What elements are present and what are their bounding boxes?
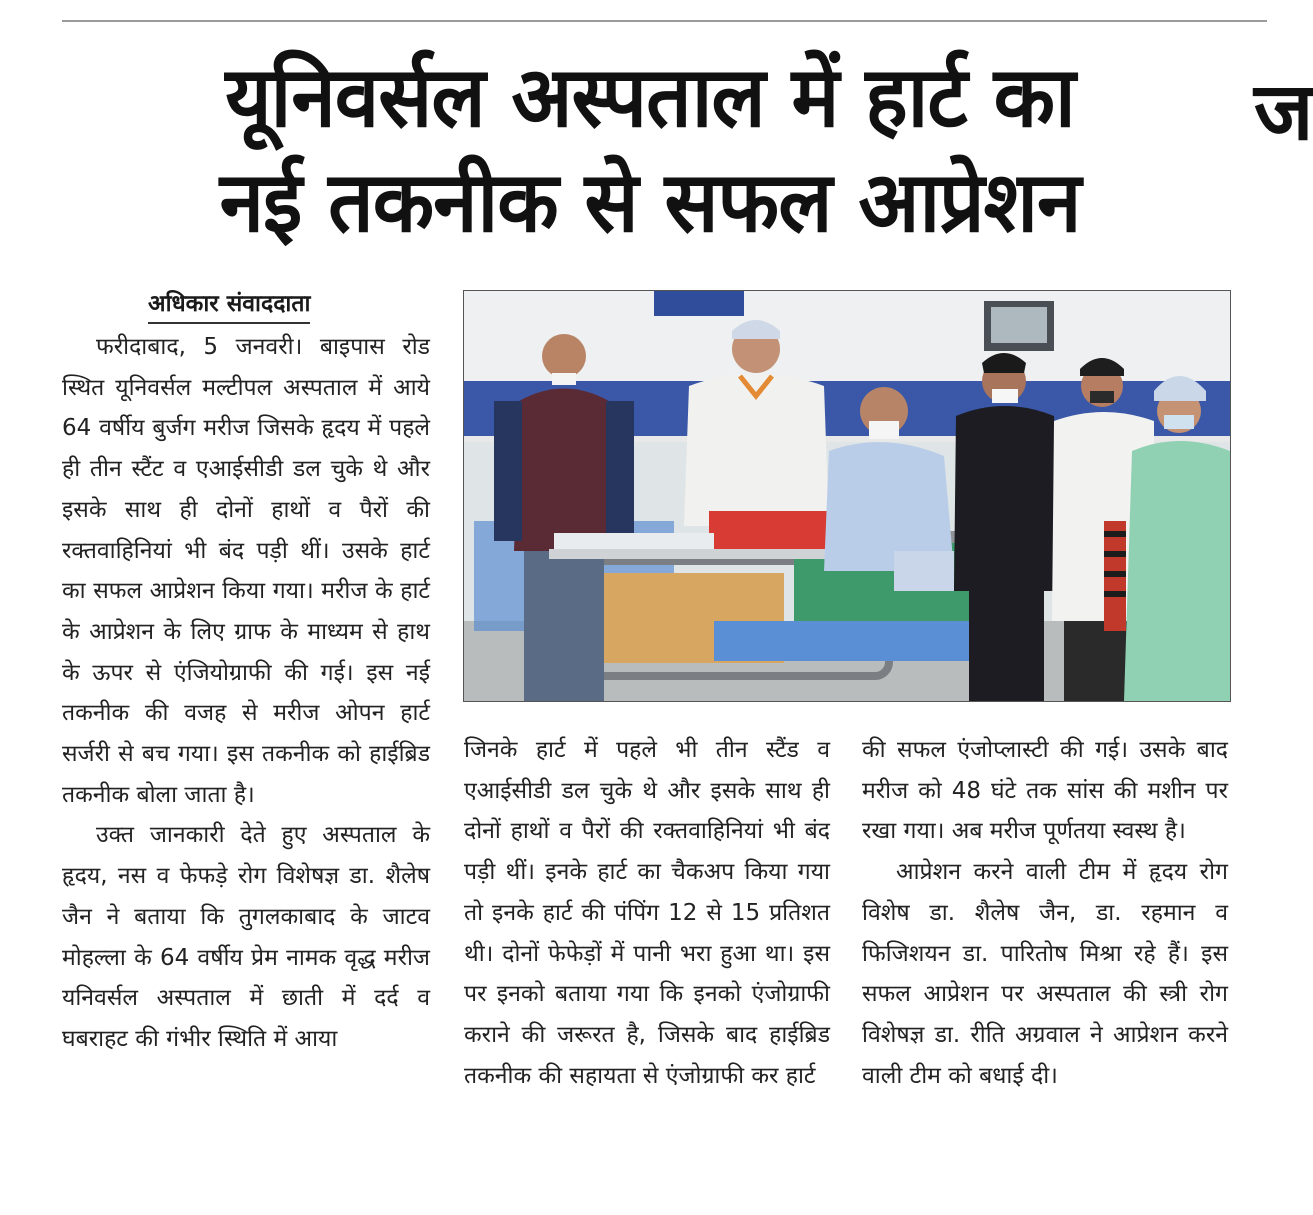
- article-column-middle: [464, 730, 830, 1096]
- article-column-left: [62, 327, 430, 1060]
- paragraph: की सफल एंजोप्लास्टी की गई। उसके बाद मरीज को 48 घंटे तक सांस की मशीन पर रखा गया। अब मरीज पूर्णतया स्वस्थ है।: [862, 737, 1228, 845]
- adjacent-headline-fragment: ज: [1254, 65, 1313, 158]
- headline-line-1: यूनिवर्सल अस्पताल में हार्ट का: [225, 48, 1075, 146]
- byline: अधिकार संवाददाता: [148, 288, 310, 324]
- top-rule: [62, 20, 1267, 22]
- article-column-right: [862, 730, 1228, 1096]
- paragraph: आप्रेशन करने वाली टीम में हृदय रोग विशेष डा. शैलेष जैन, डा. रहमान व फिजिशयन डा. पारितोष मिश्रा रहे हैं। इस सफल आप्रेशन पर अस्पताल की स्त्री रोग विशेषज्ञ डा. रीति अग्रवाल ने आप्रेशन करने वाली टीम को बधाई दी।: [862, 859, 1228, 1089]
- paragraph: उक्त जानकारी देते हुए अस्पताल के हृदय, नस व फेफड़े रोग विशेषज्ञ डा. शैलेष जैन ने बताया कि तुगलकाबाद के जाटव मोहल्ला के 64 वर्षीय प्रेम नामक वृद्ध मरीज यनिवर्सल अस्पताल में छाती में दर्द व घबराहट की गंभीर स्थिति में आया: [62, 822, 430, 1052]
- paragraph: जिनके हार्ट में पहले भी तीन स्टैंड व एआईसीडी डल चुके थे और इसके साथ ही दोनों हाथों व पैरों की रक्तवाहिनियां भी बंद पड़ी थीं। इनके हार्ट का चैकअप किया गया तो इनके हार्ट की पंपिंग 12 से 15 प्रतिशत थी। दोनों फेफेड़ों में पानी भरा हुआ था। इस पर इनको बताया गया कि इनको एंजोग्राफी कराने की जरूरत है, जिसके बाद हाईब्रिड तकनीक की सहायता से एंजोग्राफी कर हार्ट: [464, 737, 830, 1089]
- paragraph: फरीदाबाद, 5 जनवरी। बाइपास रोड स्थित यूनिवर्सल मल्टीपल अस्पताल में आये 64 वर्षीय बुर्जग मरीज जिसके हृदय में पहले ही तीन स्टैंट व एआईसीडी डल चुके थे और इसके साथ ही दोनों हाथों व पैरों की रक्तवाहिनियां भी बंद पड़ी थीं। उसके हार्ट का सफल आप्रेशन किया गया। मरीज के हार्ट के आप्रेशन के लिए ग्राफ के माध्यम से हाथ के ऊपर से एंजियोग्राफी की गई। इस नई तकनीक की वजह से मरीज ओपन हार्ट सर्जरी से बच गया। इस तकनीक को हाईब्रिड तकनीक बोला जाता है।: [62, 334, 430, 808]
- headline-line-2: नई तकनीक से सफल आप्रेशन: [219, 153, 1081, 251]
- headline: [120, 45, 1180, 255]
- news-photo: [463, 290, 1231, 702]
